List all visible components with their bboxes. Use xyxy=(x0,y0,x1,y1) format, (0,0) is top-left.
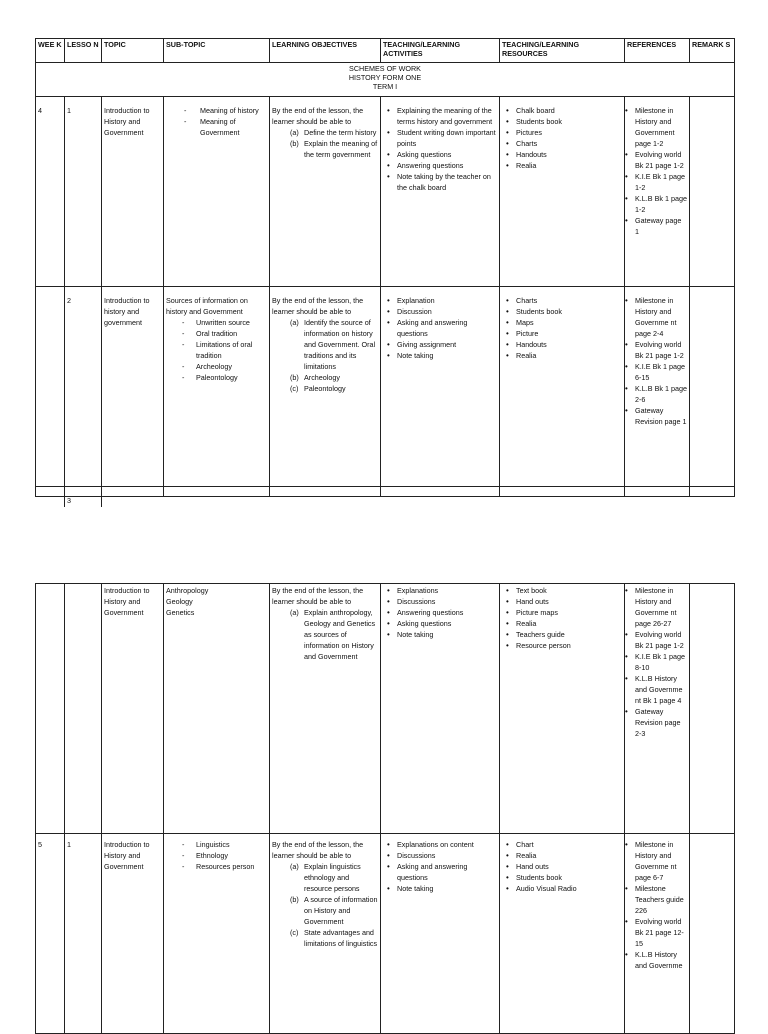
list-item: • Asking questions xyxy=(383,149,497,160)
list-item: • Pictures xyxy=(502,127,622,138)
lesson-cell xyxy=(65,584,102,834)
lesson-cell: 1 xyxy=(65,834,102,1034)
activities-cell xyxy=(381,97,500,287)
objectives-cell xyxy=(270,97,381,287)
header-topic: TOPIC xyxy=(102,39,164,63)
list-item: • Discussion xyxy=(383,306,497,317)
header-objectives: LEARNING OBJECTIVES xyxy=(270,39,381,63)
list-item: • Explanation xyxy=(383,295,497,306)
table-row xyxy=(36,497,735,507)
lesson-cell: 3 xyxy=(65,497,102,507)
page-title xyxy=(36,63,735,97)
resources-cell xyxy=(500,287,625,487)
list-item: - Ethnology xyxy=(166,850,267,861)
subtopic-cell xyxy=(164,97,270,287)
topic-cell: Introduction to History and Government xyxy=(102,834,164,1034)
list-item: (a) Define the term history xyxy=(290,128,377,137)
list-item: • Explaining the meaning of the terms history and government xyxy=(383,105,497,127)
title-line-1: SCHEMES OF WORK xyxy=(349,64,421,73)
list-item: - Resources person xyxy=(166,861,267,872)
remarks-cell xyxy=(690,97,735,287)
list-item: • Gateway Revision page 1 xyxy=(625,405,688,427)
title-line-3: TERM I xyxy=(372,82,398,91)
references-cell xyxy=(625,584,690,834)
list-item: (a) Identify the source of information on history and Government. Oral traditions and its limitations xyxy=(290,318,376,371)
list-item: • Handouts xyxy=(502,149,622,160)
list-item: • K.L.B History and Governme nt Bk 1 page 4 xyxy=(625,673,688,706)
table-row xyxy=(36,97,735,287)
lesson-cell xyxy=(65,487,102,497)
subtopic-cell xyxy=(164,287,270,487)
title-line-2: HISTORY FORM ONE xyxy=(348,73,422,82)
list-item: - Meaning of history xyxy=(166,105,267,116)
references-cell xyxy=(625,97,690,287)
list-item: (a) Explain anthropology, Geology and Genetics as sources of information on History and Government xyxy=(290,608,376,661)
header-activities: TEACHING/LEARNING ACTIVITIES xyxy=(381,39,500,63)
objectives-cell xyxy=(270,584,381,834)
list-item: • Picture xyxy=(502,328,622,339)
list-item: • Maps xyxy=(502,317,622,328)
list-item: • Handouts xyxy=(502,339,622,350)
list-item: • Evolving world Bk 21 page 1-2 xyxy=(625,339,688,361)
list-item: • K.I.E Bk 1 page 1-2 xyxy=(625,171,688,193)
list-item: • Giving assignment xyxy=(383,339,497,350)
list-item: • Milestone in History and Governme nt page 6-7 xyxy=(625,839,688,883)
list-item: • Hand outs xyxy=(502,861,622,872)
list-item: • Note taking by the teacher on the chalk board xyxy=(383,171,497,193)
subtopic-cell: Anthropology Geology Genetics xyxy=(164,584,270,834)
list-item: • Discussions xyxy=(383,850,497,861)
list-item: • Evolving world Bk 21 page 12-15 xyxy=(625,916,688,949)
list-item: • Students book xyxy=(502,306,622,317)
table-row xyxy=(36,834,735,1034)
resources-cell xyxy=(500,97,625,287)
empty-cell xyxy=(102,497,735,507)
list-item: • Resource person xyxy=(502,640,622,651)
activities-cell xyxy=(381,834,500,1034)
remarks-cell xyxy=(690,584,735,834)
list-item: • Milestone Teachers guide 226 xyxy=(625,883,688,916)
references-cell xyxy=(625,834,690,1034)
list-item: (c) State advantages and limitations of linguistics xyxy=(290,928,378,948)
list-item: • Teachers guide xyxy=(502,629,622,640)
list-item: • Chalk board xyxy=(502,105,622,116)
objective-intro: By the end of the lesson, the learner should be able to xyxy=(272,840,364,860)
list-item: • Asking questions xyxy=(383,618,497,629)
lesson-cell: 2 xyxy=(65,287,102,487)
topic-cell xyxy=(102,487,164,497)
header-resources: TEACHING/LEARNING RESOURCES xyxy=(500,39,625,63)
list-item: • Milestone in History and Governme nt page 2-4 xyxy=(625,295,688,339)
list-item: - Limitations of oral tradition xyxy=(166,339,267,361)
scheme-table-page-1 xyxy=(35,38,735,507)
list-item: • K.L.B History and Governme xyxy=(625,949,688,971)
resources-cell xyxy=(500,584,625,834)
list-item: • Realia xyxy=(502,850,622,861)
list-item: • Explanations on content xyxy=(383,839,497,850)
remarks-cell xyxy=(690,287,735,487)
topic-cell: Introduction to History and Government xyxy=(102,97,164,287)
table-row xyxy=(36,287,735,487)
list-item: • Charts xyxy=(502,138,622,149)
remarks-cell xyxy=(690,834,735,1034)
list-item: • Realia xyxy=(502,160,622,171)
list-item: • Text book xyxy=(502,585,622,596)
list-item: - Oral tradition xyxy=(166,328,267,339)
list-item: • Students book xyxy=(502,116,622,127)
list-item: • Answering questions xyxy=(383,607,497,618)
subtopic-cell xyxy=(164,834,270,1034)
week-cell: 4 xyxy=(36,97,65,287)
remarks-cell xyxy=(690,487,735,497)
references-cell xyxy=(625,487,690,497)
objective-intro: By the end of the lesson, the learner should be able to xyxy=(272,586,364,606)
list-item: - Meaning of Government xyxy=(166,116,267,138)
objective-intro: By the end of the lesson, the learner should be able to xyxy=(272,296,364,316)
activities-cell xyxy=(381,487,500,497)
list-item: • Evolving world Bk 21 page 1-2 xyxy=(625,149,688,171)
activities-cell xyxy=(381,287,500,487)
list-item: • Students book xyxy=(502,872,622,883)
subtopic-intro: Sources of information on history and Government xyxy=(166,296,248,316)
header-row xyxy=(36,39,735,63)
list-item: • K.I.E Bk 1 page 8-10 xyxy=(625,651,688,673)
list-item: (b) Explain the meaning of the term government xyxy=(290,139,378,159)
list-item: • Note taking xyxy=(383,629,497,640)
list-item: • Audio Visual Radio xyxy=(502,883,622,894)
list-item: - Linguistics xyxy=(166,839,267,850)
references-cell xyxy=(625,287,690,487)
objective-intro: By the end of the lesson, the learner should be able to xyxy=(272,106,364,126)
objectives-cell xyxy=(270,487,381,497)
list-item: • Picture maps xyxy=(502,607,622,618)
scheme-table-page-2 xyxy=(35,583,735,1034)
week-cell: 5 xyxy=(36,834,65,1034)
list-item: • K.I.E Bk 1 page 6-15 xyxy=(625,361,688,383)
resources-cell xyxy=(500,487,625,497)
list-item: • Realia xyxy=(502,350,622,361)
week-cell xyxy=(36,487,65,497)
lesson-cell: 1 xyxy=(65,97,102,287)
week-cell xyxy=(36,584,65,834)
topic-cell: Introduction to history and government xyxy=(102,287,164,487)
list-item: (c) Paleontology xyxy=(290,384,346,393)
objectives-cell xyxy=(270,287,381,487)
activities-cell xyxy=(381,584,500,834)
table-row xyxy=(36,487,735,497)
title-row xyxy=(36,63,735,97)
list-item: • Milestone in History and Governme nt page 26-27 xyxy=(625,585,688,629)
objectives-cell xyxy=(270,834,381,1034)
list-item: • Explanations xyxy=(383,585,497,596)
list-item: • Gateway Revision page 2-3 xyxy=(625,706,688,739)
week-cell xyxy=(36,497,65,507)
header-subtopic: SUB-TOPIC xyxy=(164,39,270,63)
header-remarks: REMARK S xyxy=(690,39,735,63)
list-item: • Milestone in History and Government page 1-2 xyxy=(625,105,688,149)
list-item: • Note taking xyxy=(383,883,497,894)
list-item: • Answering questions xyxy=(383,160,497,171)
list-item: • Asking and answering questions xyxy=(383,861,497,883)
topic-cell: Introduction to History and Government xyxy=(102,584,164,834)
week-cell xyxy=(36,287,65,487)
list-item: • Evolving world Bk 21 page 1-2 xyxy=(625,629,688,651)
list-item: • Student writing down important points xyxy=(383,127,497,149)
header-lesson: LESSO N xyxy=(65,39,102,63)
list-item: (a) Explain linguistics ethnology and resource persons xyxy=(290,862,361,893)
subtopic-cell xyxy=(164,487,270,497)
list-item: - Paleontology xyxy=(166,372,267,383)
list-item: • Asking and answering questions xyxy=(383,317,497,339)
list-item: - Archeology xyxy=(166,361,267,372)
list-item: • Discussions xyxy=(383,596,497,607)
table-row xyxy=(36,584,735,834)
header-week: WEE K xyxy=(36,39,65,63)
list-item: • K.L.B Bk 1 page 2-6 xyxy=(625,383,688,405)
list-item: • Charts xyxy=(502,295,622,306)
list-item: • Note taking xyxy=(383,350,497,361)
list-item: • Gateway page 1 xyxy=(625,215,688,237)
list-item: • Hand outs xyxy=(502,596,622,607)
list-item: • K.L.B Bk 1 page 1-2 xyxy=(625,193,688,215)
list-item: • Chart xyxy=(502,839,622,850)
resources-cell xyxy=(500,834,625,1034)
list-item: - Unwritten source xyxy=(166,317,267,328)
list-item: • Realia xyxy=(502,618,622,629)
list-item: (b) A source of information on History and Government xyxy=(290,895,378,926)
header-references: REFERENCES xyxy=(625,39,690,63)
list-item: (b) Archeology xyxy=(290,373,340,382)
